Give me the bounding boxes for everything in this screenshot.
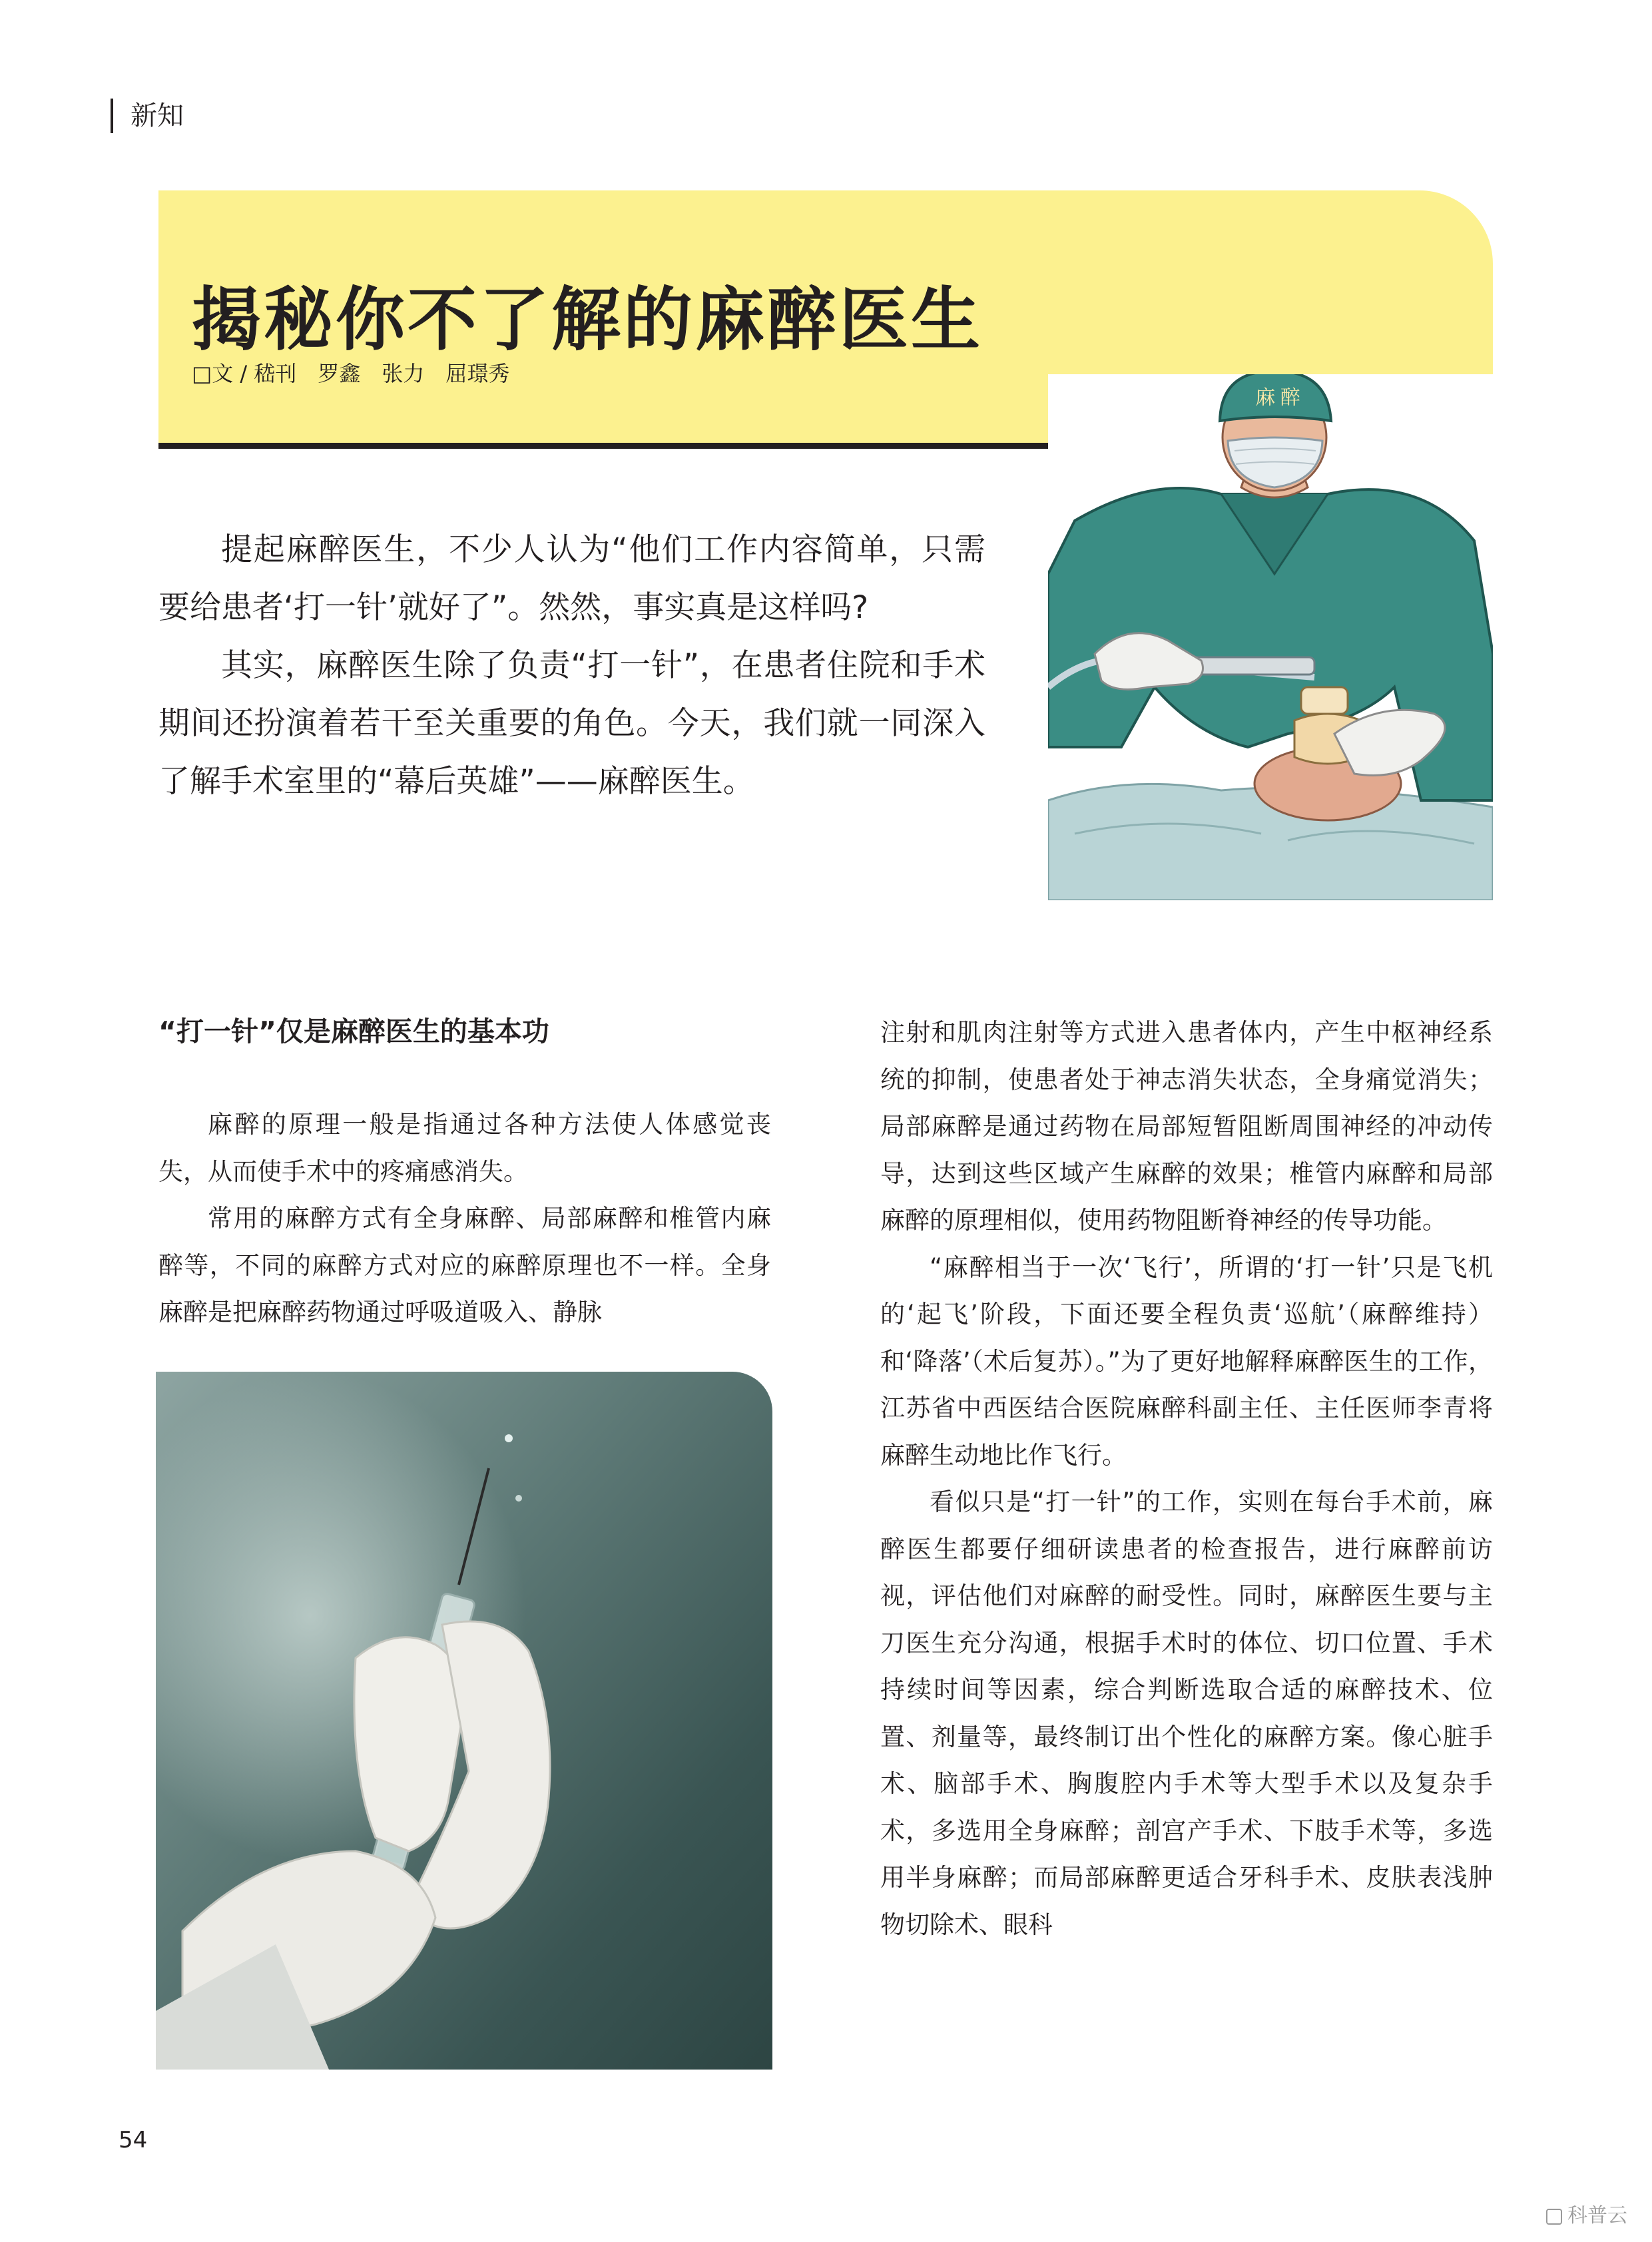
anesthesiologist-illustration bbox=[1048, 374, 1493, 900]
intro-paragraph: 提起麻醉医生，不少人认为“他们工作内容简单，只需要给患者‘打一针’就好了”。然然，事实真是这样吗? bbox=[158, 531, 985, 626]
section-heading: “打一针”仅是麻醉医生的基本功 bbox=[158, 1015, 549, 1047]
left-column bbox=[158, 1101, 771, 1336]
intro-text bbox=[158, 521, 985, 810]
intro-paragraph: 其实，麻醉医生除了负责“打一针”，在患者住院和手术期间还扮演着若干至关重要的角色。今天，我们就一同深入了解手术室里的“幕后英雄”——麻醉医生。 bbox=[158, 647, 985, 800]
body-paragraph-continued: 注射和肌肉注射等方式进入患者体内，产生中枢神经系统的抑制，使患者处于神志消失状态，全身痛觉消失；局部麻醉是通过药物在局部短暂阻断周围神经的冲动传导，达到这些区域产生麻醉的效果；椎管内麻醉和局部麻醉的原理相似，使用药物阻断脊神经的传导功能。 bbox=[880, 1018, 1493, 1235]
logo-icon bbox=[1546, 2209, 1562, 2225]
article-title: 揭秘你不了解的麻醉医生 bbox=[192, 279, 983, 360]
body-paragraph: “麻醉相当于一次‘飞行’，所谓的‘打一针’只是飞机的‘起飞’阶段，下面还要全程负责‘巡航’（麻醉维持）和‘降落’（术后复苏）。”为了更好地解释麻醉医生的工作，江苏省中西医结合医院麻醉科副主任、主任医师李青将麻醉生动地比作飞行。 bbox=[880, 1253, 1493, 1470]
logo-text: 科普云 bbox=[1567, 2204, 1627, 2227]
section-tag: 新知 bbox=[111, 99, 184, 133]
body-paragraph: 常用的麻醉方式有全身麻醉、局部麻醉和椎管内麻醉等，不同的麻醉方式对应的麻醉原理也不一样。全身麻醉是把麻醉药物通过呼吸道吸入、静脉 bbox=[158, 1204, 771, 1326]
syringe-photo bbox=[156, 1372, 772, 2070]
footer-logo bbox=[1546, 2199, 1627, 2228]
byline: □文 / 嵇刊 罗鑫 张力 屈璟秀 bbox=[192, 361, 510, 386]
right-column bbox=[880, 1009, 1493, 1948]
body-paragraph: 看似只是“打一针”的工作，实则在每台手术前，麻醉医生都要仔细研读患者的检查报告，进行麻醉前访视，评估他们对麻醉的耐受性。同时，麻醉医生要与主刀医生充分沟通，根据手术时的体位、切口位置、手术持续时间等因素，综合判断选取合适的麻醉技术、位置、剂量等，最终制订出个性化的麻醉方案。像心脏手术、脑部手术、胸腹腔内手术等大型手术以及复杂手术，多选用全身麻醉；剖宫产手术、下肢手术等，多选用半身麻醉；而局部麻醉更适合牙科手术、皮肤表浅肿物切除术、眼科 bbox=[880, 1488, 1493, 1939]
body-paragraph: 麻醉的原理一般是指通过各种方法使人体感觉丧失，从而使手术中的疼痛感消失。 bbox=[158, 1110, 771, 1186]
cap-label: 麻 醉 bbox=[1255, 387, 1300, 409]
page-number: 54 bbox=[119, 2127, 148, 2153]
